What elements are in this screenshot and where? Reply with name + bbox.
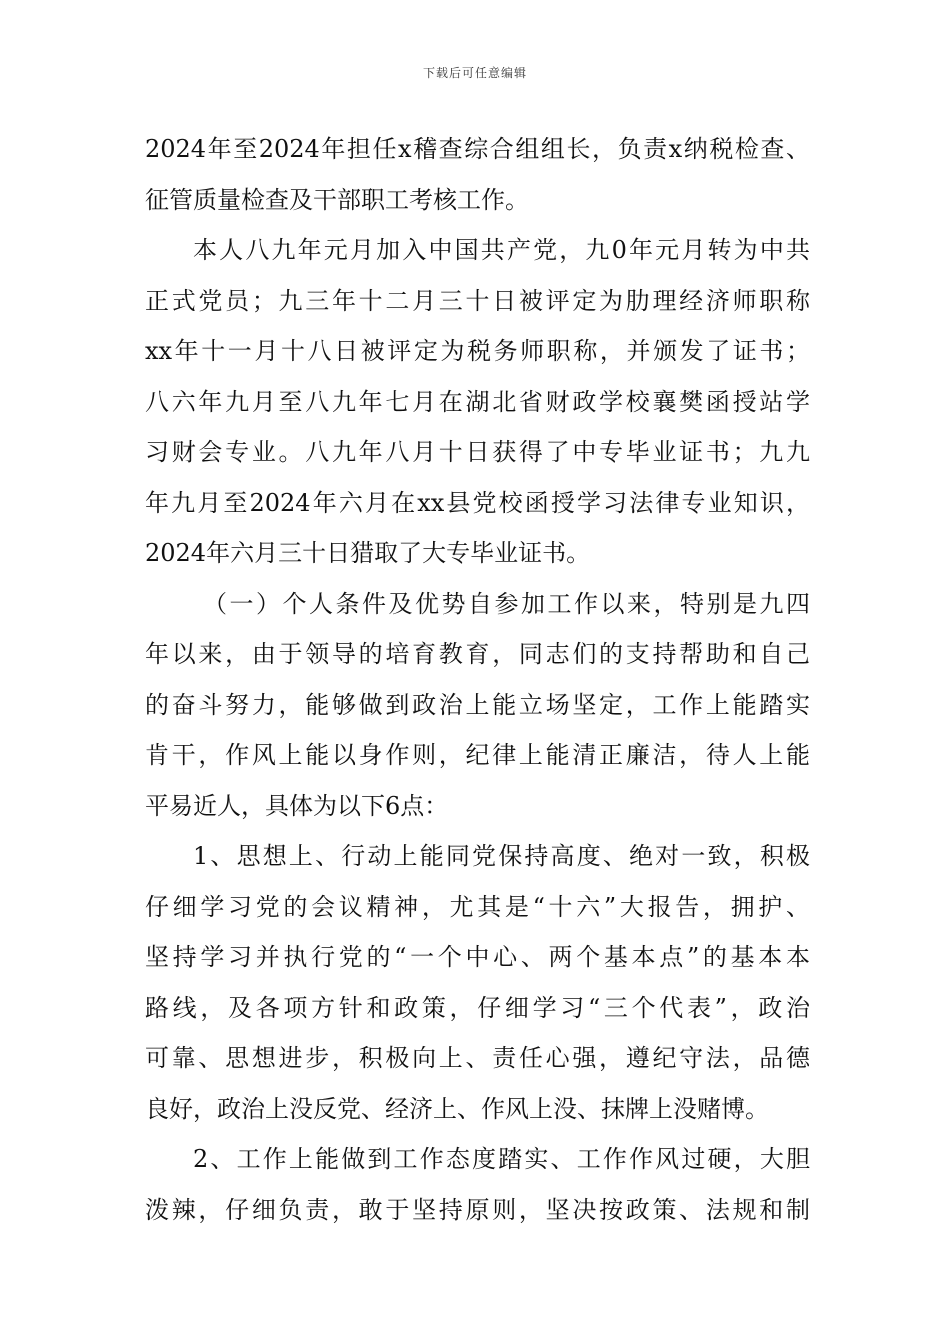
document-body [145, 124, 810, 1235]
text-line: 正式党员；九三年十二月三十日被评定为肋理经济师职称 [145, 286, 810, 315]
text-line: 良好，政治上没反党、经济上、作风上没、抹牌上没赌博。 [145, 1094, 769, 1123]
text-line: 肯干，作风上能以身作则，纪律上能清正廉洁，待人上能 [145, 741, 810, 769]
paragraph-start-line: （一）个人条件及优势自参加工作以来，特别是九四 [203, 589, 810, 618]
text-line: 路线，及各项方针和政策，仔细学习“三个代表”，政治 [145, 993, 810, 1022]
text-line: 2024年至2024年担任x稽查综合组组长，负责x纳税检查、 [145, 135, 810, 163]
text-line: 平易近人，具体为以下6点： [145, 791, 449, 820]
text-line: 泼辣，仔细负责，敢于坚持原则，坚决按政策、法规和制 [145, 1195, 810, 1224]
text-line: 征管质量检查及干部职工考核工作。 [145, 185, 529, 214]
text-line: 坚持学习并执行党的“一个中心、两个基本点”的基本本 [145, 943, 810, 971]
text-line: 年以来，由于领导的培育教育，同志们的支持帮助和自己 [145, 640, 810, 668]
text-line: 2024年六月三十日猎取了大专毕业证书。 [145, 539, 591, 567]
text-line: 八六年九月至八九年七月在湖北省财政学校襄樊函授站学 [145, 387, 810, 416]
text-line: 习财会专业。八九年八月十日获得了中专毕业证书；九九 [145, 438, 810, 466]
text-line: xx年十一月十八日被评定为税务师职称，并颁发了证书； [145, 337, 810, 365]
paragraph-start-line: 1、思想上、行动上能同党保持高度、绝对一致，积极 [193, 842, 810, 870]
paragraph-start-line: 本人八九年元月加入中国共产党，九0年元月转为中共 [193, 236, 810, 264]
page-header: 下载后可任意编辑 [422, 66, 527, 80]
text-line: 可靠、思想进步，积极向上、责任心强，遵纪守法，品德 [145, 1044, 810, 1072]
paragraph-start-line: 2、工作上能做到工作态度踏实、工作作风过硬，大胆 [193, 1145, 810, 1173]
text-line: 的奋斗努力，能够做到政治上能立场坚定，工作上能踏实 [145, 690, 810, 719]
text-line: 仔细学习党的会议精神，尤其是“十六”大报告，拥护、 [145, 892, 810, 921]
text-line: 年九月至2024年六月在xx县党校函授学习法律专业知识， [145, 488, 810, 517]
